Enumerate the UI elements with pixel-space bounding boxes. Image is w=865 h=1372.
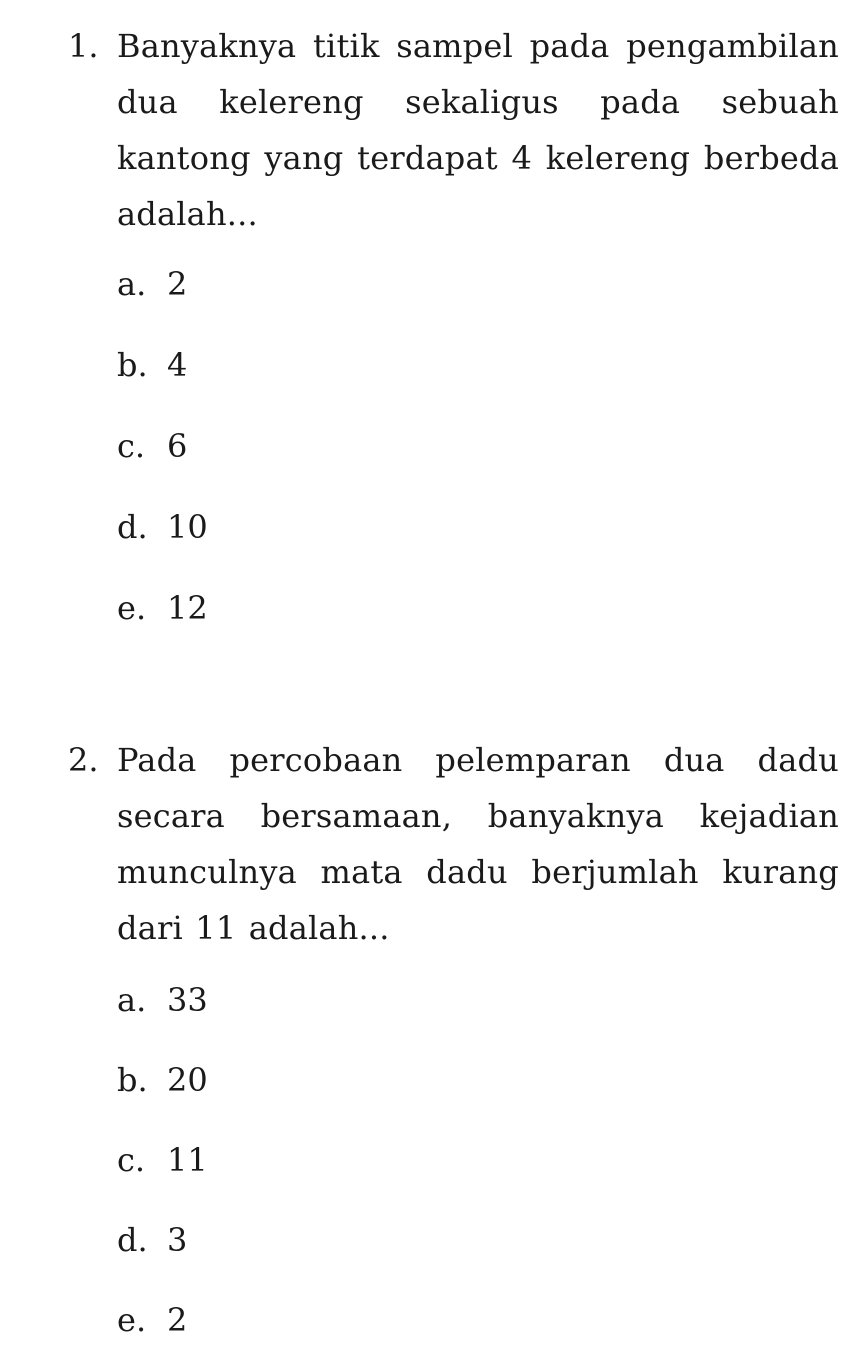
option-letter: e. [117,589,147,627]
option-value: 12 [167,589,208,627]
option-letter: b. [117,346,148,384]
option-d [117,1212,517,1292]
answer-options [117,972,517,1372]
option-c [117,418,517,499]
question-number: 1. [68,27,99,65]
question-text: Banyaknya titik sampel pada pengambilan dua kelereng sekaligus pada sebuah kantong yang terdapat 4 kelereng berbeda adalah... [117,27,839,233]
question-number: 2. [68,741,99,779]
option-value: 6 [167,427,188,465]
option-value: 11 [167,1141,208,1179]
option-c [117,1132,517,1212]
option-b [117,337,517,418]
answer-options [117,256,517,661]
option-value: 2 [167,1301,188,1339]
option-value: 20 [167,1061,208,1099]
option-letter: a. [117,265,147,303]
option-value: 33 [167,981,208,1019]
option-value: 10 [167,508,208,546]
option-value: 2 [167,265,188,303]
option-a [117,972,517,1052]
option-letter: c. [117,1141,146,1179]
option-d [117,499,517,580]
option-letter: d. [117,508,148,546]
option-value: 4 [167,346,188,384]
option-e [117,580,517,661]
option-letter: c. [117,427,146,465]
option-a [117,256,517,337]
question-text: Pada percobaan pelemparan dua dadu secara bersamaan, banyaknya kejadian munculnya mata dadu berjumlah kurang dari 11 adalah... [117,741,839,947]
option-letter: b. [117,1061,148,1099]
option-value: 3 [167,1221,188,1259]
option-e [117,1292,517,1372]
option-b [117,1052,517,1132]
option-letter: e. [117,1301,147,1339]
option-letter: d. [117,1221,148,1259]
option-letter: a. [117,981,147,1019]
